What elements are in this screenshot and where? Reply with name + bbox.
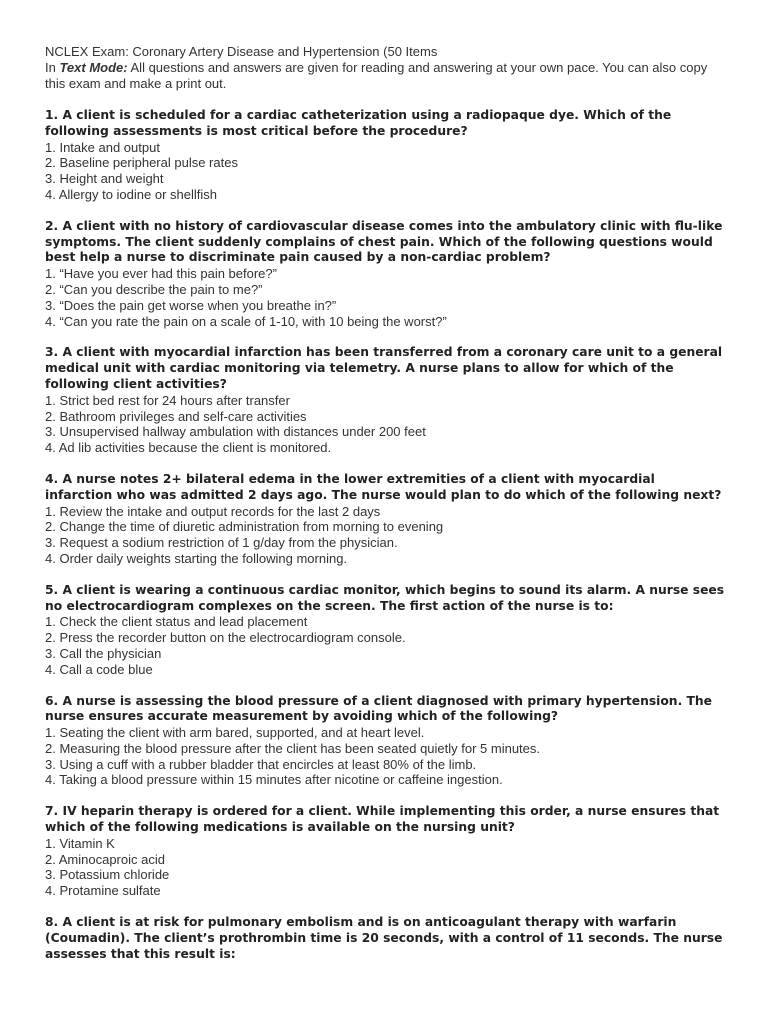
- question-5: [45, 583, 725, 678]
- question-7: [45, 804, 725, 899]
- answer-option: 3. Potassium chloride: [45, 867, 170, 883]
- intro-paragraph: [45, 60, 725, 92]
- question-stem: 4. A nurse notes 2+ bilateral edema in the lower extremities of a client with myocardial infarction who was admitted 2 days ago. The nurse would plan to do which of the following next?: [45, 471, 722, 502]
- answer-option: 1. Seating the client with arm bared, supported, and at heart level.: [45, 725, 425, 741]
- document-title: NCLEX Exam: Coronary Artery Disease and Hypertension (50 Items: [45, 44, 438, 59]
- answer-option: 4. Call a code blue: [45, 661, 153, 677]
- question-4: [45, 472, 725, 567]
- answer-option: 2. Press the recorder button on the electrocardiogram console.: [45, 630, 406, 646]
- answer-option: 1. Review the intake and output records for the last 2 days: [45, 503, 381, 519]
- answer-option: 3. Request a sodium restriction of 1 g/day from the physician.: [45, 535, 398, 551]
- answer-option: 3. Call the physician: [45, 645, 162, 661]
- answer-option: 4. Allergy to iodine or shellfish: [45, 186, 217, 202]
- answer-option: 4. Protamine sulfate: [45, 883, 161, 899]
- question-8: [45, 915, 725, 962]
- question-1: [45, 108, 725, 203]
- question-2: [45, 219, 725, 330]
- intro-prefix: In: [45, 60, 60, 75]
- answer-option: 2. Bathroom privileges and self-care activities: [45, 408, 307, 424]
- answer-option: 4. “Can you rate the pain on a scale of 1-10, with 10 being the worst?”: [45, 313, 447, 329]
- answer-option: 1. Vitamin K: [45, 835, 115, 851]
- question-6: [45, 694, 725, 789]
- answer-option: 2. Baseline peripheral pulse rates: [45, 155, 238, 171]
- answer-option: 2. Measuring the blood pressure after the client has been seated quietly for 5 minutes.: [45, 740, 541, 756]
- question-stem: 1. A client is scheduled for a cardiac catheterization using a radiopaque dye. Which of the following assessments is most critical before the procedure?: [45, 108, 672, 138]
- answer-option: 3. Unsupervised hallway ambulation with distances under 200 feet: [45, 424, 426, 440]
- answer-option: 4. Ad lib activities because the client is monitored.: [45, 440, 332, 456]
- answer-option: 1. Intake and output: [45, 139, 160, 155]
- answer-option: 2. Change the time of diuretic administration from morning to evening: [45, 519, 444, 535]
- question-3: [45, 345, 725, 456]
- question-stem: 5. A client is wearing a continuous cardiac monitor, which begins to sound its alarm. A nurse sees no electrocardiogram complexes on the screen. The first action of the nurse is to:: [45, 582, 725, 613]
- answer-option: 1. Check the client status and lead placement: [45, 614, 308, 630]
- question-stem: 8. A client is at risk for pulmonary embolism and is on anticoagulant therapy with warfarin (Coumadin). The client’s prothrombin time is 20 seconds, with a control of 11 seconds. The nurse assesses that this result is:: [45, 915, 723, 961]
- answer-option: 4. Taking a blood pressure within 15 minutes after nicotine or caffeine ingestion.: [45, 772, 503, 788]
- question-stem: 6. A nurse is assessing the blood pressure of a client diagnosed with primary hypertension. The nurse ensures accurate measurement by avoiding which of the following?: [45, 693, 712, 724]
- answer-option: 3. Height and weight: [45, 171, 164, 187]
- answer-option: 1. Strict bed rest for 24 hours after transfer: [45, 392, 290, 408]
- exam-document: [45, 44, 725, 978]
- answer-option: 1. “Have you ever had this pain before?”: [45, 266, 277, 282]
- question-stem: 3. A client with myocardial infarction has been transferred from a coronary care unit to a general medical unit with cardiac monitoring via telemetry. A nurse plans to allow for which of the following client activities?: [45, 345, 723, 391]
- intro-text: All questions and answers are given for reading and answering at your own pace. You can also copy this exam and make a print out.: [45, 60, 708, 91]
- answer-option: 2. Aminocaproic acid: [45, 851, 165, 867]
- question-stem: 7. IV heparin therapy is ordered for a client. While implementing this order, a nurse ensures that which of the following medications is available on the nursing unit?: [45, 804, 720, 835]
- answer-option: 3. Using a cuff with a rubber bladder that encircles at least 80% of the limb.: [45, 756, 477, 772]
- answer-option: 4. Order daily weights starting the following morning.: [45, 550, 348, 566]
- answer-option: 3. “Does the pain get worse when you breathe in?”: [45, 297, 337, 313]
- intro-mode-label: Text Mode:: [59, 60, 128, 75]
- question-stem: 2. A client with no history of cardiovascular disease comes into the ambulatory clinic with flu-like symptoms. The client suddenly complains of chest pain. Which of the following questions would best help a nurse to discriminate pain caused by a non-cardiac problem?: [45, 218, 723, 265]
- answer-option: 2. “Can you describe the pain to me?”: [45, 281, 263, 297]
